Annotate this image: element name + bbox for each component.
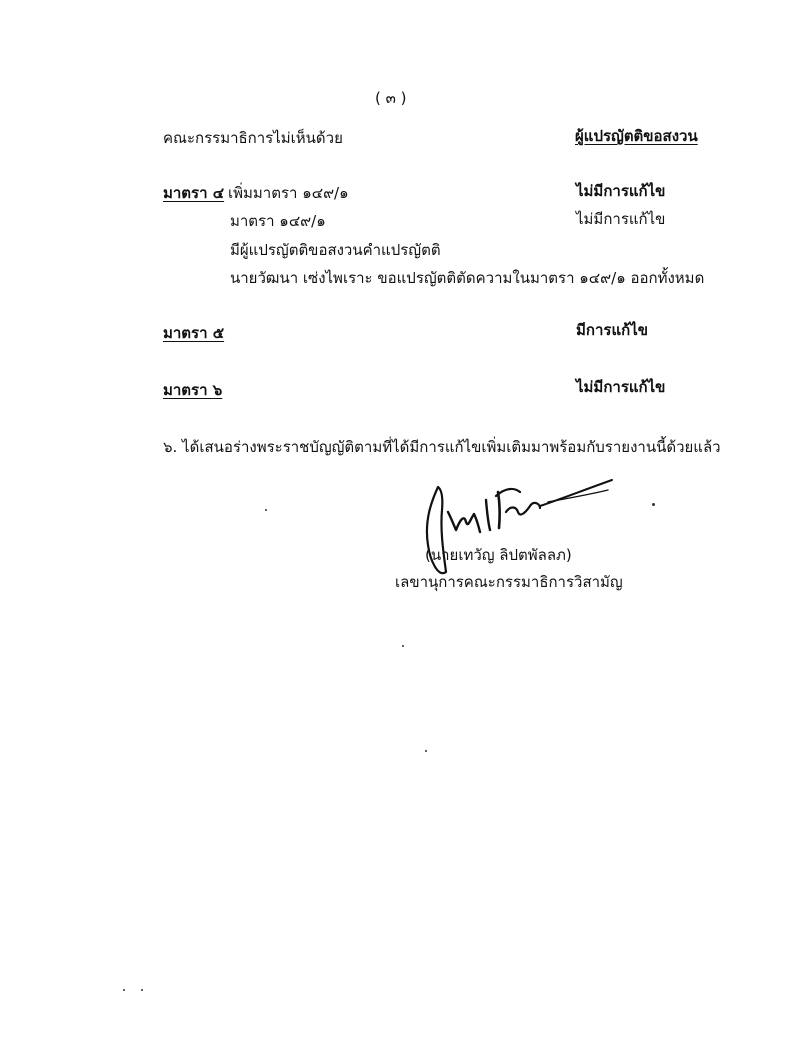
section-6-heading: มาตรา ๖ — [163, 381, 223, 399]
scan-speck — [652, 503, 655, 506]
section-149-1-status: ไม่มีการแก้ไข — [576, 210, 666, 228]
reservation-note: มีผู้แปรญัตติขอสงวนคำแปรญัตติ — [230, 241, 441, 259]
scan-speck — [123, 989, 125, 991]
committee-disagree-heading: คณะกรรมาธิการไม่เห็นด้วย — [163, 129, 343, 147]
scan-speck — [141, 989, 143, 991]
section-149-1-label: มาตรา ๑๔๙/๑ — [230, 212, 326, 230]
section-4-status: ไม่มีการแก้ไข — [576, 182, 666, 200]
scan-speck — [425, 750, 427, 752]
reservation-heading: ผู้แปรญัตติขอสงวน — [575, 127, 698, 145]
section-5-heading: มาตรา ๕ — [163, 324, 225, 342]
section-5-status: มีการแก้ไข — [576, 321, 648, 339]
scan-speck — [265, 509, 267, 511]
section-4-heading: มาตรา ๔ — [163, 184, 225, 202]
signatory-name: (นายเทวัญ ลิปตพัลลภ) — [425, 546, 572, 564]
signatory-position: เลขานุการคณะกรรมาธิการวิสามัญ — [395, 573, 623, 591]
amendment-note: นายวัฒนา เซ่งไพเราะ ขอแปรญัตติตัดความในมาตรา ๑๔๙/๑ ออกทั้งหมด — [230, 269, 705, 287]
section-6-status: ไม่มีการแก้ไข — [576, 378, 666, 396]
item-6-statement: ๖. ได้เสนอร่างพระราชบัญญัติตามที่ได้มีการแก้ไขเพิ่มเติมมาพร้อมกับรายงานนี้ด้วยแล้ว — [163, 438, 721, 456]
scan-speck — [402, 645, 404, 647]
page-number: ( ๓ ) — [375, 89, 407, 107]
section-4-text: เพิ่มมาตรา ๑๔๙/๑ — [228, 184, 349, 202]
